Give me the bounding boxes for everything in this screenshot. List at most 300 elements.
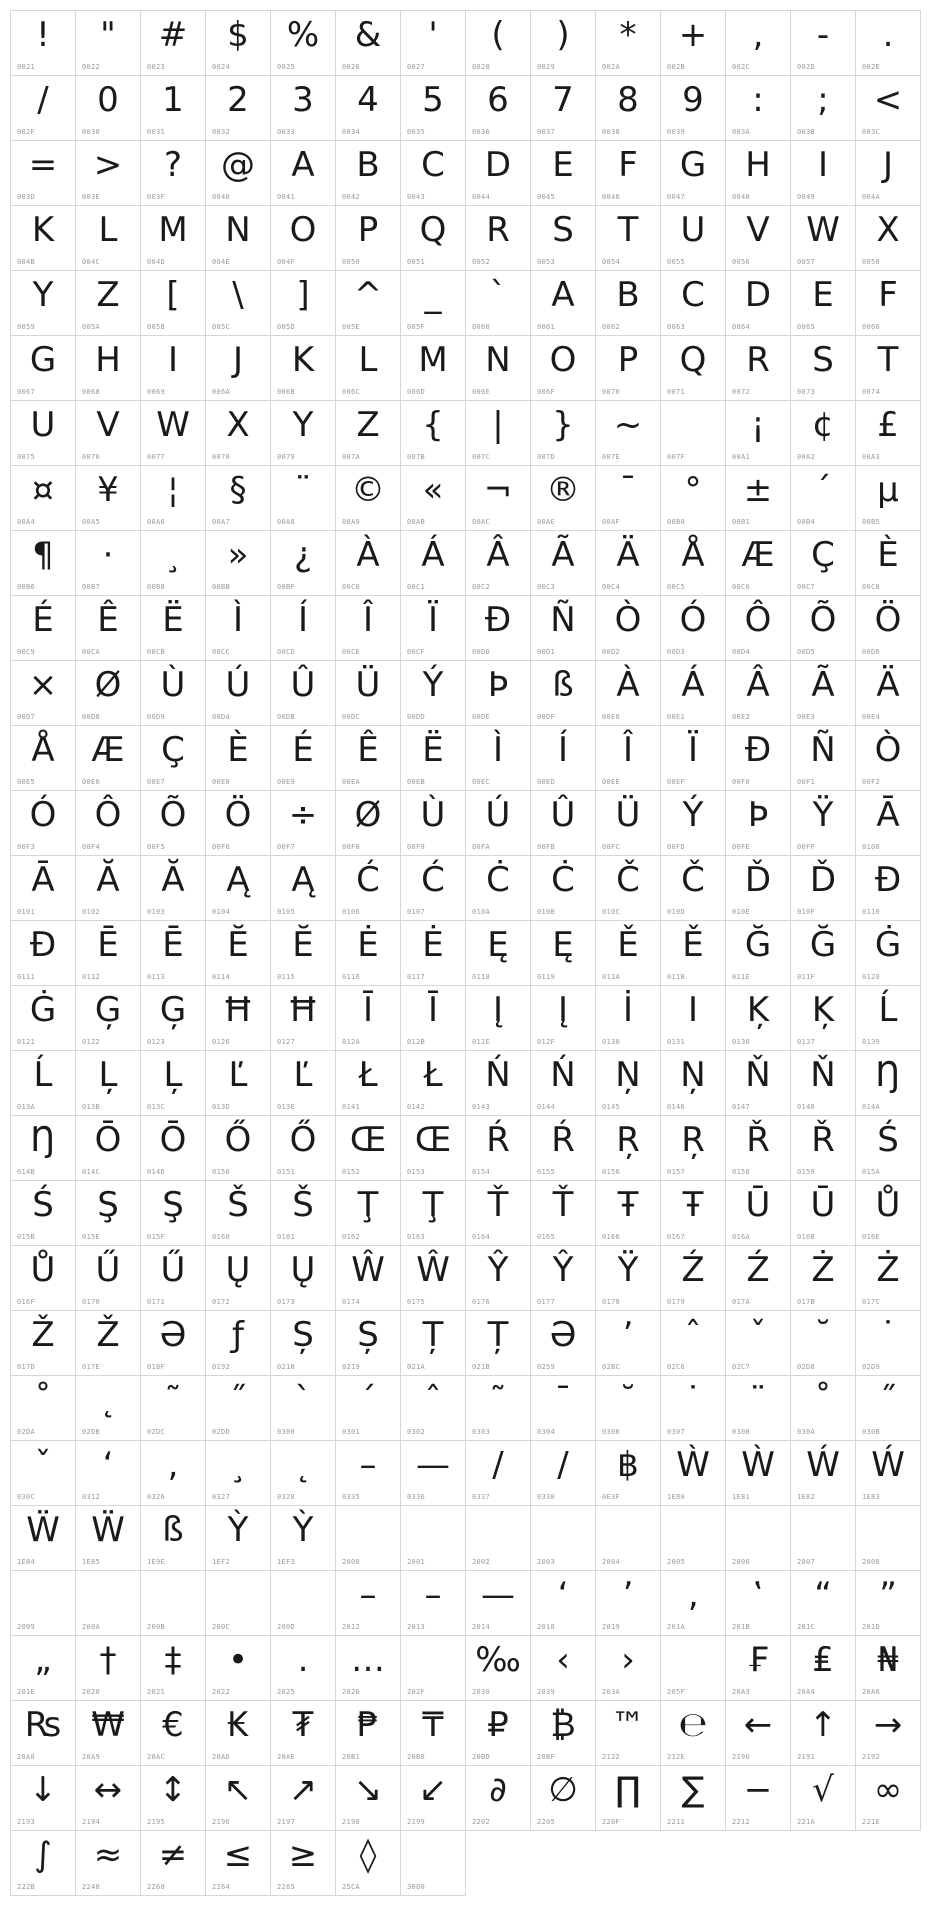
glyph-cell [726, 856, 791, 921]
glyph-character: V [96, 405, 120, 445]
glyph-cell [271, 76, 336, 141]
glyph-character: Æ [91, 730, 125, 770]
glyph-cell [141, 596, 206, 661]
glyph-codepoint: 012A [342, 1038, 361, 1046]
glyph-codepoint: 017E [82, 1363, 101, 1371]
glyph-character: Ŕ [551, 1120, 575, 1160]
glyph-character: Û [290, 665, 316, 705]
glyph-character: × [28, 665, 58, 705]
glyph-codepoint: 0045 [537, 193, 556, 201]
glyph-codepoint: 002D [797, 63, 816, 71]
glyph-character: ß [552, 665, 574, 705]
glyph-cell [726, 986, 791, 1051]
glyph-codepoint: 0039 [667, 128, 686, 136]
glyph-codepoint: 1EF2 [212, 1558, 231, 1566]
glyph-codepoint: 00D0 [472, 648, 491, 656]
glyph-cell [336, 1506, 401, 1571]
glyph-codepoint: 00CF [407, 648, 426, 656]
glyph-codepoint: 205F [667, 1688, 686, 1696]
glyph-cell [791, 206, 856, 271]
glyph-cell [141, 1376, 206, 1441]
glyph-cell [271, 11, 336, 76]
glyph-codepoint: 005F [407, 323, 426, 331]
glyph-codepoint: 00BB [212, 583, 231, 591]
glyph-codepoint: 0037 [537, 128, 556, 136]
glyph-character: Ă [96, 860, 120, 900]
glyph-cell [596, 11, 661, 76]
glyph-codepoint: 0301 [342, 1428, 361, 1436]
glyph-codepoint: 030A [797, 1428, 816, 1436]
glyph-character: Ľ [293, 1055, 313, 1095]
glyph-character: Ň [745, 1055, 771, 1095]
glyph-codepoint: 1E84 [17, 1558, 36, 1566]
glyph-cell [726, 1701, 791, 1766]
glyph-codepoint: 00EB [407, 778, 426, 786]
glyph-cell [401, 401, 466, 466]
glyph-codepoint: 0170 [82, 1298, 101, 1306]
glyph-cell [141, 1571, 206, 1636]
glyph-cell [466, 856, 531, 921]
glyph-character: Ỳ [292, 1510, 314, 1550]
glyph-character: ÷ [288, 795, 318, 835]
glyph-character: Ø [94, 665, 122, 705]
glyph-cell [856, 1766, 921, 1831]
glyph-cell [531, 11, 596, 76]
glyph-codepoint: 02D8 [797, 1363, 816, 1371]
glyph-cell [531, 1181, 596, 1246]
glyph-cell [271, 401, 336, 466]
glyph-cell [791, 531, 856, 596]
glyph-codepoint: 021B [472, 1363, 491, 1371]
glyph-cell [726, 466, 791, 531]
glyph-codepoint: 1E82 [797, 1493, 816, 1501]
glyph-codepoint: 013E [277, 1103, 296, 1111]
glyph-codepoint: 00D6 [862, 648, 881, 656]
glyph-character: Č [681, 860, 705, 900]
glyph-character: Ə [159, 1315, 187, 1355]
glyph-cell [401, 1636, 466, 1701]
glyph-cell [466, 336, 531, 401]
glyph-character: Ó [29, 795, 57, 835]
glyph-character: ₨ [24, 1705, 62, 1745]
glyph-codepoint: 015B [17, 1233, 36, 1241]
glyph-codepoint: 2014 [472, 1623, 491, 1631]
glyph-codepoint: 00E9 [277, 778, 296, 786]
glyph-character: Ő [289, 1120, 317, 1160]
glyph-character: Ț [487, 1315, 509, 1355]
glyph-character: ” [879, 1575, 897, 1615]
glyph-cell [661, 1181, 726, 1246]
glyph-cell [141, 271, 206, 336]
glyph-codepoint: 00CE [342, 648, 361, 656]
glyph-cell [76, 1831, 141, 1896]
glyph-character: P [357, 210, 379, 250]
glyph-cell [401, 1181, 466, 1246]
glyph-codepoint: 0150 [212, 1168, 231, 1176]
glyph-character: Ŧ [617, 1185, 639, 1225]
glyph-codepoint: 0058 [862, 258, 881, 266]
glyph-character: İ [622, 990, 634, 1030]
glyph-codepoint: 0033 [277, 128, 296, 136]
glyph-character: Ů [30, 1250, 56, 1290]
glyph-cell [856, 531, 921, 596]
glyph-cell [141, 11, 206, 76]
glyph-character: X [226, 405, 250, 445]
glyph-codepoint: 2004 [602, 1558, 621, 1566]
glyph-cell [336, 206, 401, 271]
glyph-codepoint: 004F [277, 258, 296, 266]
glyph-character: A [291, 145, 315, 185]
glyph-character: Ř [811, 1120, 835, 1160]
glyph-codepoint: 00CD [277, 648, 296, 656]
glyph-cell [336, 856, 401, 921]
glyph-character: Ř [746, 1120, 770, 1160]
glyph-character: Y [32, 275, 54, 315]
glyph-codepoint: 0107 [407, 908, 426, 916]
glyph-cell [76, 1051, 141, 1116]
glyph-character: Ẁ [676, 1445, 710, 1485]
glyph-character: Ľ [228, 1055, 248, 1095]
glyph-character: Ō [94, 1120, 122, 1160]
glyph-codepoint: 00F0 [732, 778, 751, 786]
glyph-codepoint: 003A [732, 128, 751, 136]
glyph-codepoint: 203A [602, 1688, 621, 1696]
glyph-cell [466, 986, 531, 1051]
glyph-character: # [158, 15, 188, 55]
glyph-codepoint: 00A7 [212, 518, 231, 526]
glyph-cell [726, 1051, 791, 1116]
glyph-character: Ț [422, 1315, 444, 1355]
glyph-cell [271, 1376, 336, 1441]
glyph-character: Ŷ [552, 1250, 574, 1290]
glyph-cell [336, 1571, 401, 1636]
glyph-character: ± [743, 470, 773, 510]
glyph-character: Ã [811, 665, 835, 705]
glyph-cell [206, 1116, 271, 1181]
glyph-codepoint: 1E80 [667, 1493, 686, 1501]
glyph-cell [141, 531, 206, 596]
glyph-codepoint: 2002 [472, 1558, 491, 1566]
glyph-character: ( [491, 15, 505, 55]
glyph-character: Ġ [874, 925, 902, 965]
glyph-codepoint: 00AB [407, 518, 426, 526]
glyph-codepoint: 2022 [212, 1688, 231, 1696]
glyph-character: Ā [876, 795, 900, 835]
glyph-cell [791, 921, 856, 986]
glyph-codepoint: 0026 [342, 63, 361, 71]
glyph-cell [271, 856, 336, 921]
glyph-cell [856, 1571, 921, 1636]
glyph-character: ¬ [483, 470, 513, 510]
glyph-codepoint: 2198 [342, 1818, 361, 1826]
glyph-codepoint: 0062 [602, 323, 621, 331]
glyph-codepoint: 015E [82, 1233, 101, 1241]
glyph-character: Ș [292, 1315, 314, 1355]
glyph-codepoint: 0308 [732, 1428, 751, 1436]
glyph-codepoint: 0040 [212, 193, 231, 201]
glyph-character: F [878, 275, 898, 315]
glyph-codepoint: 2212 [732, 1818, 751, 1826]
glyph-character: È [877, 535, 899, 575]
glyph-character: Ű [95, 1250, 121, 1290]
glyph-codepoint: 2260 [147, 1883, 166, 1891]
glyph-character: ˆ [424, 1380, 442, 1420]
glyph-cell [76, 271, 141, 336]
glyph-cell [336, 11, 401, 76]
glyph-cell [336, 466, 401, 531]
glyph-cell [791, 141, 856, 206]
glyph-cell [726, 921, 791, 986]
glyph-cell [11, 1506, 76, 1571]
glyph-codepoint: 0024 [212, 63, 231, 71]
glyph-character: Ć [421, 860, 445, 900]
glyph-cell [726, 206, 791, 271]
glyph-codepoint: 00D3 [667, 648, 686, 656]
glyph-character: 0 [97, 80, 119, 120]
glyph-codepoint: 0036 [472, 128, 491, 136]
glyph-codepoint: 00FC [602, 843, 621, 851]
glyph-codepoint: 2003 [537, 1558, 556, 1566]
glyph-cell [76, 1766, 141, 1831]
glyph-character: P [617, 340, 639, 380]
glyph-character: Ő [224, 1120, 252, 1160]
glyph-cell [11, 1181, 76, 1246]
glyph-cell [401, 1441, 466, 1506]
glyph-character: S [812, 340, 834, 380]
glyph-character: I [817, 145, 829, 185]
glyph-character: Z [356, 405, 380, 445]
glyph-character: ¸ [229, 1445, 247, 1485]
glyph-cell [791, 1051, 856, 1116]
glyph-character: Ĺ [33, 1055, 53, 1095]
glyph-character: K [31, 210, 55, 250]
glyph-character: ˙ [684, 1380, 702, 1420]
glyph-codepoint: 25CA [342, 1883, 361, 1891]
glyph-codepoint: 0312 [82, 1493, 101, 1501]
glyph-codepoint: 0300 [277, 1428, 296, 1436]
glyph-character: Í [297, 600, 309, 640]
glyph-character: ¤ [32, 470, 54, 510]
glyph-character: „ [34, 1640, 52, 1680]
glyph-cell [271, 986, 336, 1051]
glyph-character: ] [296, 275, 310, 315]
glyph-codepoint: 0032 [212, 128, 231, 136]
glyph-codepoint: 0156 [602, 1168, 621, 1176]
glyph-cell [401, 76, 466, 141]
glyph-character: J [882, 145, 894, 185]
glyph-codepoint: 02C6 [667, 1363, 686, 1371]
glyph-codepoint: 0021 [17, 63, 36, 71]
glyph-cell [661, 336, 726, 401]
glyph-codepoint: 0048 [732, 193, 751, 201]
glyph-character: ₩ [91, 1705, 125, 1745]
glyph-character: ∏ [615, 1770, 641, 1810]
glyph-character: ↙ [418, 1770, 448, 1810]
glyph-codepoint: 00EC [472, 778, 491, 786]
glyph-cell [401, 1376, 466, 1441]
glyph-cell [791, 1441, 856, 1506]
glyph-codepoint: 201E [17, 1688, 36, 1696]
glyph-codepoint: 0027 [407, 63, 426, 71]
glyph-cell [596, 206, 661, 271]
glyph-character: Ť [552, 1185, 574, 1225]
glyph-character: “ [814, 1575, 832, 1615]
glyph-codepoint: 00A6 [147, 518, 166, 526]
glyph-cell [596, 661, 661, 726]
glyph-cell [661, 401, 726, 466]
glyph-codepoint: 0060 [472, 323, 491, 331]
glyph-codepoint: 0219 [342, 1363, 361, 1371]
glyph-character: Ċ [551, 860, 575, 900]
glyph-character: ʼ [622, 1315, 634, 1355]
glyph-character: ≤ [223, 1835, 253, 1875]
glyph-cell [856, 1441, 921, 1506]
glyph-cell [596, 1051, 661, 1116]
glyph-cell [661, 791, 726, 856]
glyph-codepoint: 212E [667, 1753, 686, 1761]
glyph-codepoint: 00F1 [797, 778, 816, 786]
glyph-codepoint: 0051 [407, 258, 426, 266]
glyph-codepoint: 00E4 [862, 713, 881, 721]
glyph-character: : [752, 80, 764, 120]
glyph-codepoint: 005D [277, 323, 296, 331]
glyph-codepoint: 1E81 [732, 1493, 751, 1501]
glyph-character: Ų [290, 1250, 316, 1290]
glyph-character: Ō [159, 1120, 187, 1160]
glyph-codepoint: 00AF [602, 518, 621, 526]
glyph-cell [206, 1311, 271, 1376]
glyph-character: ´ [359, 1380, 377, 1420]
glyph-codepoint: 00D7 [17, 713, 36, 721]
glyph-cell [596, 1701, 661, 1766]
glyph-cell [791, 1116, 856, 1181]
glyph-codepoint: 00E1 [667, 713, 686, 721]
glyph-character: Ţ [422, 1185, 444, 1225]
glyph-cell [661, 76, 726, 141]
glyph-cell [531, 1441, 596, 1506]
glyph-codepoint: 0126 [212, 1038, 231, 1046]
glyph-codepoint: 014D [147, 1168, 166, 1176]
glyph-cell [206, 1766, 271, 1831]
glyph-cell [661, 1376, 726, 1441]
glyph-codepoint: 0072 [732, 388, 751, 396]
glyph-cell [206, 336, 271, 401]
glyph-cell [336, 271, 401, 336]
glyph-cell [661, 1701, 726, 1766]
glyph-character: / [492, 1445, 504, 1485]
glyph-cell [76, 1506, 141, 1571]
glyph-cell [401, 271, 466, 336]
glyph-character: Ū [745, 1185, 771, 1225]
glyph-codepoint: 00C6 [732, 583, 751, 591]
glyph-codepoint: 0178 [602, 1298, 621, 1306]
glyph-character: Ŗ [616, 1120, 640, 1160]
glyph-character: Ă [161, 860, 185, 900]
glyph-character: Ć [356, 860, 380, 900]
glyph-cell [141, 206, 206, 271]
glyph-character: Ļ [163, 1055, 183, 1095]
glyph-cell [596, 141, 661, 206]
glyph-codepoint: 20B8 [407, 1753, 426, 1761]
glyph-cell [661, 1441, 726, 1506]
glyph-cell [141, 401, 206, 466]
glyph-codepoint: 02DC [147, 1428, 166, 1436]
glyph-cell [726, 661, 791, 726]
glyph-codepoint: 0031 [147, 128, 166, 136]
glyph-character: › [621, 1640, 635, 1680]
glyph-character: Ņ [680, 1055, 706, 1095]
glyph-character: Ð [744, 730, 772, 770]
glyph-codepoint: 20B1 [342, 1753, 361, 1761]
glyph-codepoint: 00DC [342, 713, 361, 721]
glyph-cell [466, 1701, 531, 1766]
glyph-cell [206, 1441, 271, 1506]
glyph-cell [661, 856, 726, 921]
glyph-codepoint: 0172 [212, 1298, 231, 1306]
glyph-codepoint: 0148 [797, 1103, 816, 1111]
glyph-cell [271, 1506, 336, 1571]
glyph-character: % [286, 15, 320, 55]
glyph-character: Ł [423, 1055, 443, 1095]
glyph-character: A [551, 275, 575, 315]
glyph-cell [11, 1051, 76, 1116]
glyph-cell [76, 1116, 141, 1181]
glyph-character: ≥ [288, 1835, 318, 1875]
glyph-character: S [552, 210, 574, 250]
glyph-cell [466, 141, 531, 206]
glyph-character: Z [96, 275, 120, 315]
glyph-character: Ğ [744, 925, 772, 965]
glyph-codepoint: 0044 [472, 193, 491, 201]
glyph-cell [466, 921, 531, 986]
glyph-cell [76, 1571, 141, 1636]
glyph-cell [661, 1636, 726, 1701]
glyph-cell [531, 76, 596, 141]
glyph-cell [206, 1181, 271, 1246]
glyph-character: Ą [226, 860, 250, 900]
glyph-codepoint: 00AC [472, 518, 491, 526]
glyph-cell [791, 1766, 856, 1831]
glyph-cell [336, 726, 401, 791]
glyph-character: ® [546, 470, 580, 510]
glyph-cell [141, 336, 206, 401]
glyph-codepoint: 00C2 [472, 583, 491, 591]
glyph-codepoint: 00C8 [862, 583, 881, 591]
glyph-character: Ș [357, 1315, 379, 1355]
glyph-codepoint: 00DB [277, 713, 296, 721]
glyph-character: Ł [358, 1055, 378, 1095]
glyph-cell [661, 466, 726, 531]
glyph-cell [791, 76, 856, 141]
glyph-character: | [492, 405, 504, 445]
glyph-codepoint: 00EA [342, 778, 361, 786]
glyph-codepoint: 00F2 [862, 778, 881, 786]
glyph-character: R [486, 210, 510, 250]
glyph-character: Ţ [357, 1185, 379, 1225]
glyph-character: ↔ [93, 1770, 123, 1810]
glyph-character: W [156, 405, 190, 445]
glyph-cell [141, 1311, 206, 1376]
glyph-character: 7 [552, 80, 574, 120]
glyph-cell [206, 11, 271, 76]
glyph-codepoint: 00EE [602, 778, 621, 786]
glyph-codepoint: 0025 [277, 63, 296, 71]
glyph-cell [856, 336, 921, 401]
glyph-codepoint: 002A [602, 63, 621, 71]
glyph-cell [11, 1376, 76, 1441]
glyph-cell [596, 1376, 661, 1441]
glyph-codepoint: 201A [667, 1623, 686, 1631]
